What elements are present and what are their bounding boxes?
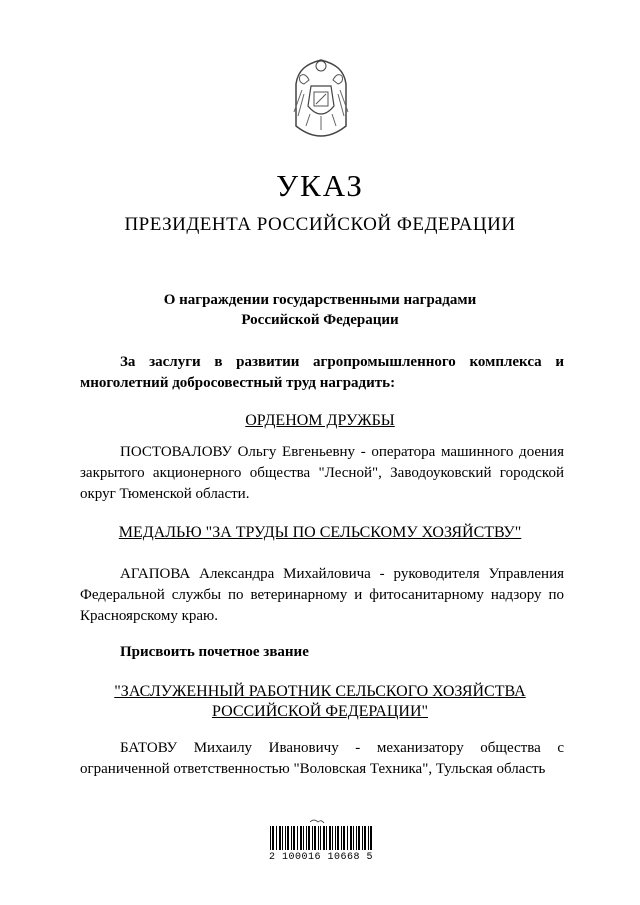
barcode-icon [266, 818, 376, 852]
honor-title [0, 682, 640, 722]
award-title-medal: МЕДАЛЬЮ "ЗА ТРУДЫ ПО СЕЛЬСКОМУ ХОЗЯЙСТВУ" [118, 524, 522, 541]
decree-subject [0, 290, 640, 330]
coat-of-arms-emblem [276, 54, 366, 150]
honor-recipient: БАТОВУ Михаилу Ивановичу - механизатору общества с ограниченной ответственностью "Воловская Техника", Тульская область [80, 740, 564, 777]
award-recipient-2: АГАПОВА Александра Михайловича - руководителя Управления Федеральной службы по ветеринарному и фитосанитарному надзору по Красноярскому краю. [80, 566, 564, 624]
award-recipient-1: ПОСТОВАЛОВУ Ольгу Евгеньевну - оператора машинного доения закрытого акционерного общества "Лесной", Заводоуковский городской округ Тюменской области. [80, 444, 564, 502]
decree-intro: За заслуги в развитии агропромышленного комплекса и многолетний добросовестный труд наградить: [80, 354, 564, 391]
award-title-order-of-friendship: ОРДЕНОМ ДРУЖБЫ [245, 412, 395, 429]
subject-line-1: О награждении государственными наградами [163, 292, 477, 308]
double-headed-eagle-icon [276, 54, 366, 150]
barcode-number: 2 100016 10668 5 [268, 852, 373, 863]
subject-line-2: Российской Федерации [241, 312, 399, 328]
assign-honor-heading: Присвоить почетное звание [120, 644, 309, 660]
issuer-title: ПРЕЗИДЕНТА РОССИЙСКОЙ ФЕДЕРАЦИИ [124, 214, 516, 235]
honor-title-line-2: РОССИЙСКОЙ ФЕДЕРАЦИИ" [211, 703, 429, 720]
honor-title-line-1: "ЗАСЛУЖЕННЫЙ РАБОТНИК СЕЛЬСКОГО ХОЗЯЙСТВА [114, 683, 526, 700]
document-type-title: УКАЗ [276, 168, 364, 203]
